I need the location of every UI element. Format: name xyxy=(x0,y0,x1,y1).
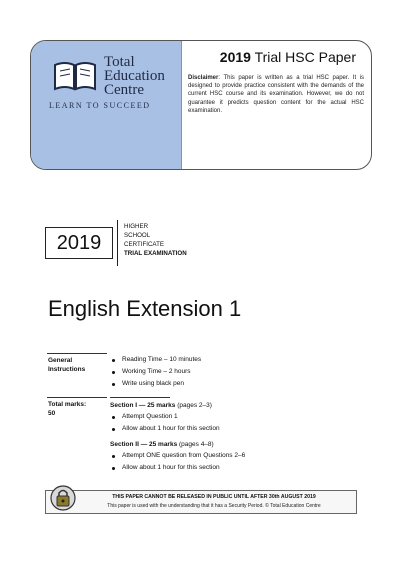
section-2-list xyxy=(110,450,245,474)
list-item: Attempt Question 1 xyxy=(110,411,220,423)
list-item: Write using black pen xyxy=(110,378,201,390)
sections-rule xyxy=(110,397,170,398)
exam-year-box: 2019 xyxy=(45,227,113,259)
brand-name: Total Education Centre xyxy=(104,54,165,98)
brand-tagline: LEARN TO SUCCEED xyxy=(49,101,151,110)
disclaimer: Disclaimer: This paper is written as a trial HSC paper. It is designed to provide practice consistent with the demands of the current HSC course and its examination. However, we do not guarantee it predicts question content for the actual HSC examination. xyxy=(188,75,364,114)
security-notice xyxy=(45,490,357,514)
general-instructions-rule xyxy=(47,353,107,354)
subject-title: English Extension 1 xyxy=(48,296,242,321)
lock-seal-icon xyxy=(50,483,76,513)
section-2-heading: Section II — 25 marks (pages 4–8) xyxy=(110,441,214,448)
list-item: Reading Time – 10 minutes xyxy=(110,354,201,366)
general-instructions-label: General Instructions xyxy=(48,357,86,373)
total-marks-label: Total marks: 50 xyxy=(48,401,87,417)
hsc-lines: HIGHER SCHOOL CERTIFICATE TRIAL EXAMINATION xyxy=(124,223,187,257)
book-logo-icon xyxy=(51,59,99,93)
paper-title: 2019 Trial HSC Paper xyxy=(219,49,356,65)
hsc-divider xyxy=(117,220,118,266)
list-item: Allow about 1 hour for this section xyxy=(110,462,245,474)
brand-panel xyxy=(31,41,182,169)
security-notice-title: THIS PAPER CANNOT BE RELEASED IN PUBLIC UNTIL AFTER 30th AUGUST 2019 xyxy=(112,494,316,500)
total-marks-rule xyxy=(47,397,107,398)
header-panel xyxy=(30,40,372,170)
list-item: Attempt ONE question from Questions 2–6 xyxy=(110,450,245,462)
section-1-heading: Section I — 25 marks (pages 2–3) xyxy=(110,402,212,409)
general-instructions-list xyxy=(110,354,201,390)
list-item: Allow about 1 hour for this section xyxy=(110,423,220,435)
section-1-list xyxy=(110,411,220,435)
list-item: Working Time – 2 hours xyxy=(110,366,201,378)
security-notice-text: This paper is used with the understanding that it has a Security Period. © Total Education Centre xyxy=(107,503,321,509)
